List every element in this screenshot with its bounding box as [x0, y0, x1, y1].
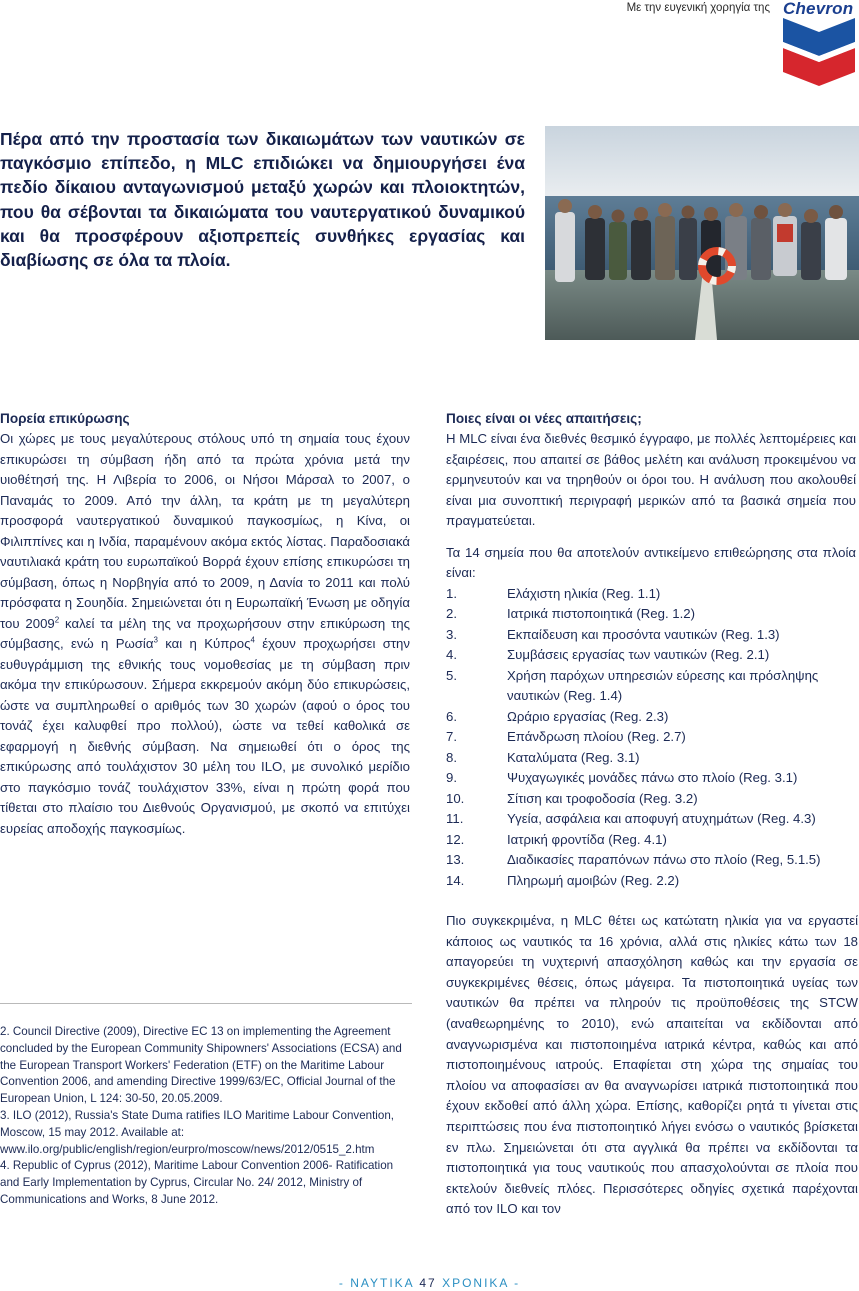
footnote-ref-2: 2 [54, 615, 60, 625]
list-number: 7. [446, 729, 457, 744]
list-item [446, 604, 856, 625]
footnote-4: 4. Republic of Cyprus (2012), Maritime Labour Convention 2006- Ratification and Early Implementation by Cyprus, Circular No. 24/ 2012, Ministry of Communications and Works, 8 June 2012. [0, 1159, 394, 1206]
ratification-text-d: έχουν προχωρήσει στην ευθυγράμμιση της εθνικής τους νομοθεσίας με τη σύμβαση πριν ακόμα την επικύρωσουν. Σήμερα εκκρεμούν ακόμη δύο επικυρώσεις, ώστε να συμπληρωθεί ο αριθμός των 30 χωρών (αφού ο όρος του τονάζ έχει καλυφθεί προ πολλού), ώστε να τεθεί καθολικά σε εφαρμογή η διεθνής σύμβαση. Να σημειωθεί ότι ο όρος της επικύρωσης από τουλάχιστον 30 μέλη του ILO, με συνολικό μερίδιο στο παγκόσμιο τονάζ τουλάχιστον 33%, είναι η πρώτη φορά που τίθεται στο πλαίσιο του Διεθνούς Οργανισμού, με σκοπό να επιτύχει ευρείας αποδοχής παγκοσμίως. [0, 636, 410, 836]
requirements-body: Η MLC είναι ένα διεθνές θεσμικό έγγραφο, με πολλές λεπτομέρειες και εξαιρέσεις, που απαιτεί σε βάθος μελέτη και ανάλυση προκειμένου να ερμηνευτούν και να τηρηθούν οι όροι του. Η ανάλυση που ακολουθεί είναι μια συνοπτική περιγραφή μερικών από τα βασικά σημεία που πραγματεύεται. [446, 431, 856, 528]
list-text: Ελάχιστη ηλικία (Reg. 1.1) [507, 585, 661, 601]
list-text: Διαδικασίες παραπόνων πάνω στο πλοίο (Reg, 5.1.5) [507, 852, 821, 867]
list-number: 2. [446, 606, 457, 621]
list-number: 4. [446, 647, 457, 662]
list-number: 10. [446, 790, 465, 806]
list-number: 12. [446, 831, 465, 847]
closing-paragraph: Πιο συγκεκριμένα, η MLC θέτει ως κατώτατη ηλικία για να εργαστεί κάποιος ως ναυτικός τα 16 χρόνια, αλλά στις ηλικίες κάτω των 18 απαγορεύει τη νυχτερινή απασχόληση καθώς και την εργασία σε συγκεκριμένες θέσεις, όπως μάγειρα. Τα πιστοποιητικά υγείας των ναυτικών θα πρέπει να πληρούν τις προϋποθέσεις της STCW (αναθεωρημένης το 2010), ενώ απαιτείται να εκδίδονται από αναγνωρισμένα και πιστοποιημένα ιατρικά κέντρα, καθώς και από πιστοποιημένους ιατρούς. Επαφίεται στη χώρα της σημαίας του πλοίου να αποφασίσει αν θα αναγνωρίσει ιατρικά πιστοποιητικά που έχουν εκδοθεί από άλλη χώρα. Επίσης, καθορίζει ρητά τι γίνεται στις περιπτώσεις που ένα πιστοποιητικό λήγει ενόσω ο ναυτικός βρίσκεται εν πλω. Σημειώνεται ότι στα αγγλικά θα πρέπει να εκδίδονται τα πιστοποιητικά για τους ναυτικούς που απασχολούνται σε πλοία που εκτελούν διεθνείς πλόες. Περισσότερες οδηγίες σχετικά παρέχονται από τον ILO και τον [446, 913, 858, 1217]
list-text: Υγεία, ασφάλεια και αποφυγή ατυχημάτων (Reg. 4.3) [507, 811, 816, 826]
list-text: Επάνδρωση πλοίου (Reg. 2.7) [507, 729, 686, 744]
logo-wordmark: Chevron [783, 0, 854, 18]
sponsor-caption: Με την ευγενική χορηγία της [626, 2, 770, 14]
list-number: 11. [446, 811, 464, 826]
list-number: 5. [446, 667, 457, 683]
list-item [446, 707, 856, 728]
list-item [446, 789, 856, 810]
list-text: Εκπαίδευση και προσόντα ναυτικών (Reg. 1.3) [507, 626, 780, 642]
list-item [446, 830, 856, 851]
list-number: 14. [446, 872, 465, 888]
footnote-ref-3: 3 [153, 635, 158, 645]
list-item [446, 666, 856, 707]
footnote-2: 2. Council Directive (2009), Directive EC 13 on implementing the Agreement concluded by the European Community Shipowners' Associations (ECSA) and the European Transport Workers' Federation (ETF) on the Maritime Labour Convention 2006, and amending Directive 1999/63/EC, Official Journal of the European Union, L 124: 30-50, 20.05.2009. [0, 1025, 402, 1106]
list-text: Ωράριο εργασίας (Reg. 2.3) [507, 708, 669, 724]
chevron-emblem-icon [783, 18, 855, 86]
list-number: 1. [446, 585, 457, 601]
list-text: Ιατρικά πιστοποιητικά (Reg. 1.2) [507, 606, 695, 621]
chevron-logo [775, 0, 859, 86]
ratification-text-b: καλεί τα μέλη της να προχωρήσουν στην επικύρωση της σύμβασης, ενώ η Ρωσία [0, 615, 410, 651]
ratification-text-c: και η Κύπρος [157, 636, 251, 651]
list-item [446, 625, 856, 646]
section-heading-requirements: Ποιες είναι οι νέες απαιτήσεις; [446, 411, 642, 426]
ratification-body [0, 429, 410, 839]
list-item [446, 850, 856, 871]
folio-left: - ΝΑΥΤΙΚΑ [338, 1276, 415, 1290]
section-heading-ratification: Πορεία επικύρωσης [0, 411, 130, 426]
list-item [446, 645, 856, 666]
ratification-text-a: Οι χώρες με τους μεγαλύτερους στόλους υπό τη σημαία τους έχουν επικυρώσει τη σύμβαση ήδη από τα πρώτα χρόνια μετά την υιοθέτησή της. Η Λιβερία το 2006, οι Νήσοι Μάρσαλ το 2007, ο Παναμάς το 2009. Από την άλλη, τα κράτη με τη μεγαλύτερη προσφορά ναυτεργατικού δυναμικού παγκοσμίως, η Κίνα, οι Φιλιππίνες και η Ινδία, παραμένουν ακόμα εκτός λίστας. Παραδοσιακά ναυτιλιακά κράτη του ευρωπαϊκού Βορρά έχουν επίσης επικυρώσει τη σύμβαση, όπως η Νορβηγία από το 2009, η Δανία το 2011 και πολύ πρόσφατα η Σουηδία. Σημειώνεται ότι η Ευρωπαϊκή Ένωση με οδηγία του 2009 [0, 431, 410, 631]
list-item [446, 748, 856, 769]
page-number: 47 [419, 1276, 437, 1290]
list-item [446, 768, 856, 789]
list-item [446, 871, 856, 892]
list-number: 13. [446, 852, 465, 867]
list-number: 8. [446, 749, 457, 765]
list-item [446, 809, 856, 830]
list-number: 6. [446, 708, 457, 724]
list-text: Ψυχαγωγικές μονάδες πάνω στο πλοίο (Reg. 3.1) [507, 770, 798, 785]
footnote-3: 3. ILO (2012), Russia's State Duma ratifies ILO Maritime Labour Convention, Moscow, 15 may 2012. Available at: www.ilo.org/public/english/region/eurpro/moscow/news/2012/0515_2.htm [0, 1108, 395, 1156]
list-number: 9. [446, 770, 457, 785]
left-column [0, 409, 410, 839]
list-text: Σίτιση και τροφοδοσία (Reg. 3.2) [507, 790, 698, 806]
list-text: Συμβάσεις εργασίας των ναυτικών (Reg. 2.1) [507, 647, 770, 662]
right-column [446, 409, 856, 891]
requirements-list [446, 584, 856, 892]
footnote-ref-4: 4 [250, 635, 255, 645]
list-text: Πληρωμή αμοιβών (Reg. 2.2) [507, 872, 680, 888]
crew-photo [545, 126, 859, 340]
list-text: Ιατρική φροντίδα (Reg. 4.1) [507, 831, 667, 847]
list-text: Χρήση παρόχων υπηρεσιών εύρεσης και πρόσληψης ναυτικών (Reg. 1.4) [507, 667, 819, 703]
folio-right: ΧΡΟΝΙΚΑ - [442, 1276, 521, 1290]
list-item [446, 584, 856, 605]
list-intro: Τα 14 σημεία που θα αποτελούν αντικείμενο επιθεώρησης στα πλοία είναι: [446, 544, 856, 580]
list-item [446, 727, 856, 748]
list-text: Καταλύματα (Reg. 3.1) [507, 749, 640, 765]
footnotes [0, 1003, 412, 1209]
list-number: 3. [446, 626, 457, 642]
page-folio [0, 1276, 859, 1290]
lead-paragraph: Πέρα από την προστασία των δικαιωμάτων των ναυτικών σε παγκόσμιο επίπεδο, η MLC επιδιώκει να δημιουργήσει ένα πεδίο δίκαιου ανταγωνισμού μεταξύ χωρών και πλοιοκτητών, που θα σέβονται τα δικαιώματα του ναυτεργατικού δυναμικού και θα προσφέρουν αξιοπρεπείς συνθήκες εργασίας και διαβίωσης σε όλα τα πλοία. [0, 129, 525, 271]
